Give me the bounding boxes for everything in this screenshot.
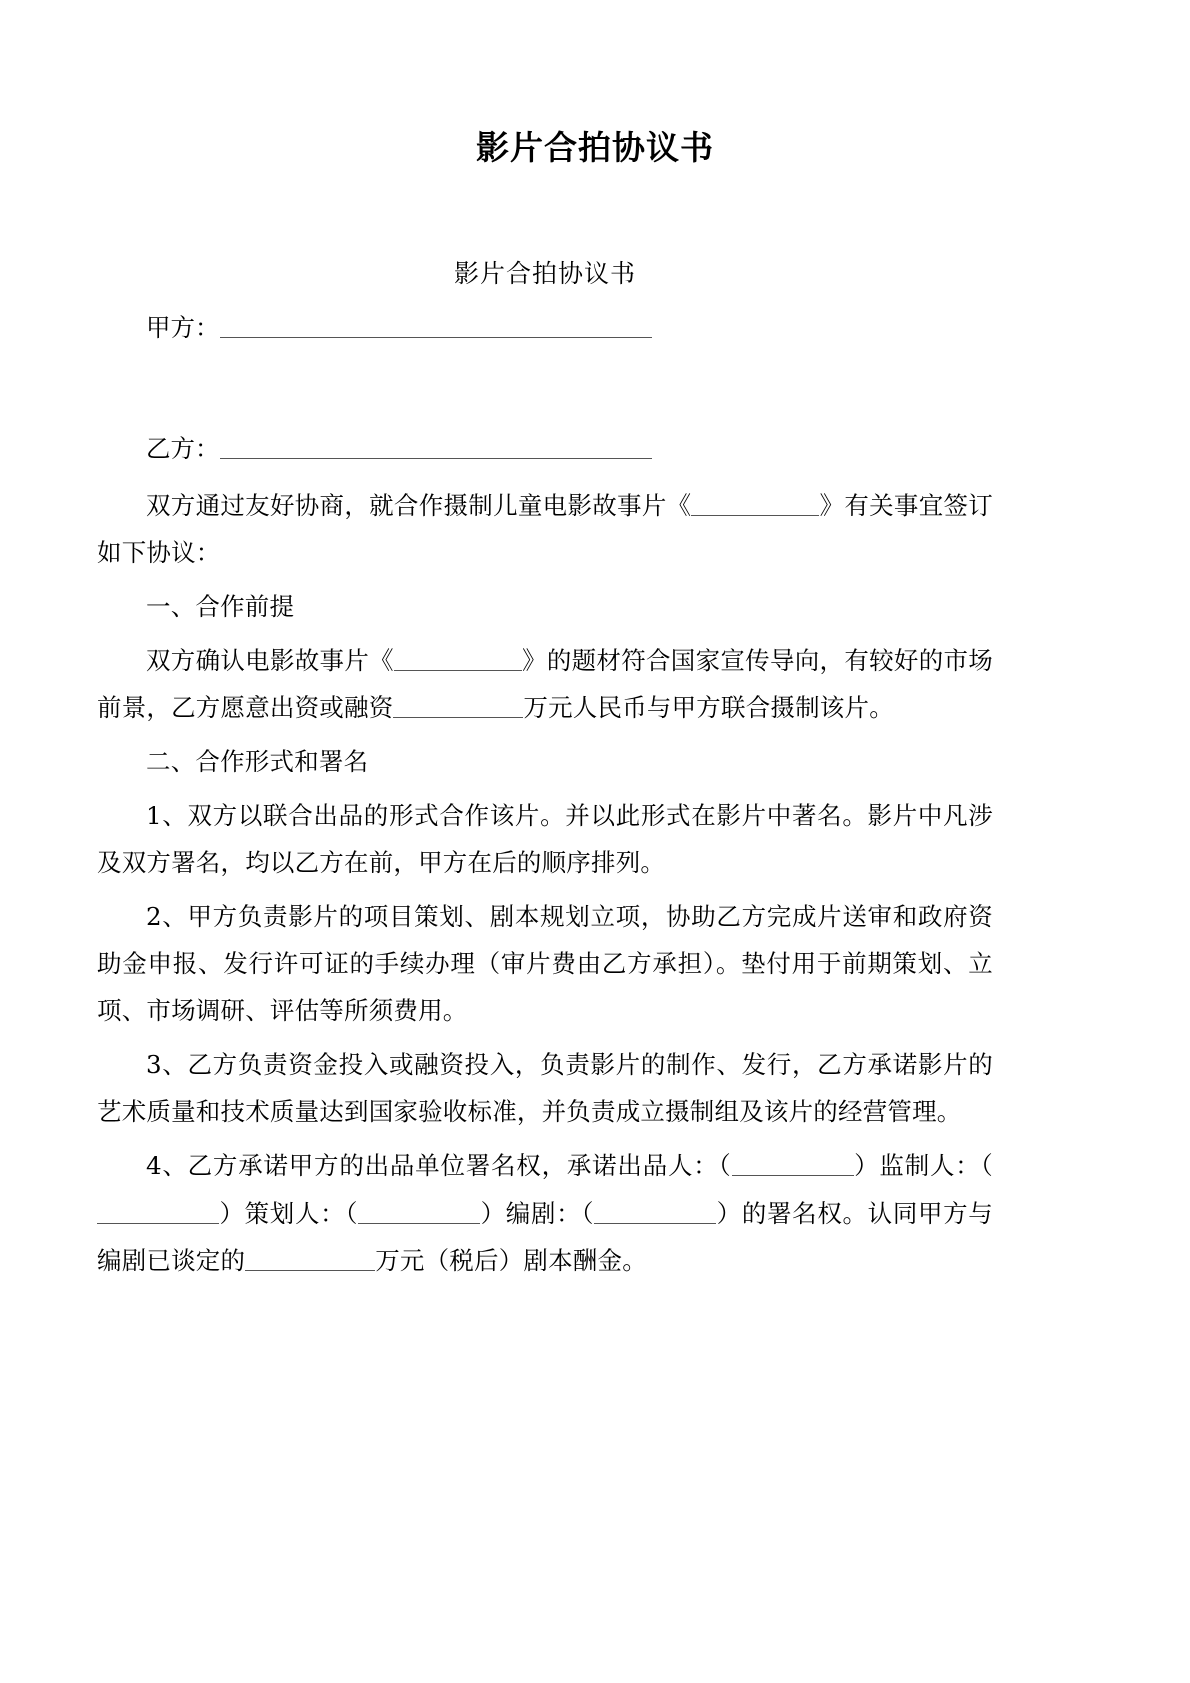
party-a-label: 甲方： (146, 313, 220, 342)
section-2-item-1: 1、双方以联合出品的形式合作该片。并以此形式在影片中著名。影片中凡涉及双方署名，均以乙方在前，甲方在后的顺序排列。 (97, 801, 993, 878)
section-2-item-4 (97, 1142, 993, 1283)
party-a-input-blank[interactable] (220, 311, 652, 338)
document-body (97, 258, 993, 1284)
section-1-paragraph-1 (97, 637, 993, 731)
script-fee-blank[interactable] (245, 1244, 375, 1271)
party-a-field-row (97, 304, 993, 351)
sec2-item4-text-1: 4、乙方承诺甲方的出品单位署名权，承诺出品人：（ (146, 1151, 732, 1181)
section-heading-2: 二、合作形式和署名 (146, 747, 369, 777)
screenwriter-name-blank[interactable] (594, 1197, 716, 1224)
section-heading-1: 一、合作前提 (146, 592, 295, 622)
document-subtitle: 影片合拍协议书 (453, 259, 636, 288)
intro-text-after: 》有关事宜签订如下协议： (97, 491, 993, 568)
sec1-text-2: 》的题材符合国家宣传导向，有较好的市场前景，乙方愿意出资或融资 (97, 646, 993, 723)
sec1-text-1: 双方确认电影故事片《 (146, 646, 394, 676)
film-title-blank[interactable] (691, 489, 819, 516)
film-title-blank-2[interactable] (394, 644, 522, 671)
spacer-party-b (97, 472, 993, 482)
sec2-item4-text-2: ）监制人：（ (853, 1151, 993, 1181)
spacer-party-a (97, 351, 993, 425)
page-title: 影片合拍协议书 (476, 128, 714, 167)
sec2-item4-text-3: ）策划人：（ (219, 1198, 359, 1228)
section-2-item-2: 2、甲方负责影片的项目策划、剧本规划立项，协助乙方完成片送审和政府资助金申报、发行许可证的手续办理（审片费由乙方承担）。垫付用于前期策划、立项、市场调研、评估等所须费用。 (97, 902, 993, 1026)
sec2-item4-text-4: ）编剧：（ (480, 1198, 595, 1228)
producer-name-blank[interactable] (732, 1150, 854, 1177)
section-2-item-3: 3、乙方负责资金投入或融资投入，负责影片的制作、发行，乙方承诺影片的艺术质量和技术质量达到国家验收标准，并负责成立摄制组及该片的经营管理。 (97, 1050, 993, 1127)
planner-name-blank[interactable] (358, 1197, 480, 1224)
sec2-item4-text-6: 万元（税后）剧本酬金。 (375, 1245, 647, 1275)
party-b-label: 乙方： (146, 434, 220, 464)
sec2-item4-text-5: ）的署名权。认同甲方与编剧已谈定的 (97, 1198, 994, 1275)
party-b-input-blank[interactable] (220, 432, 652, 459)
sec1-text-3: 万元人民币与甲方联合摄制该片。 (523, 693, 894, 723)
intro-text-before: 双方通过友好协商，就合作摄制儿童电影故事片《 (146, 491, 692, 521)
supervisor-name-blank[interactable] (97, 1197, 219, 1224)
party-b-field-row (97, 425, 993, 472)
intro-paragraph (97, 482, 993, 576)
investment-amount-blank[interactable] (393, 691, 523, 718)
